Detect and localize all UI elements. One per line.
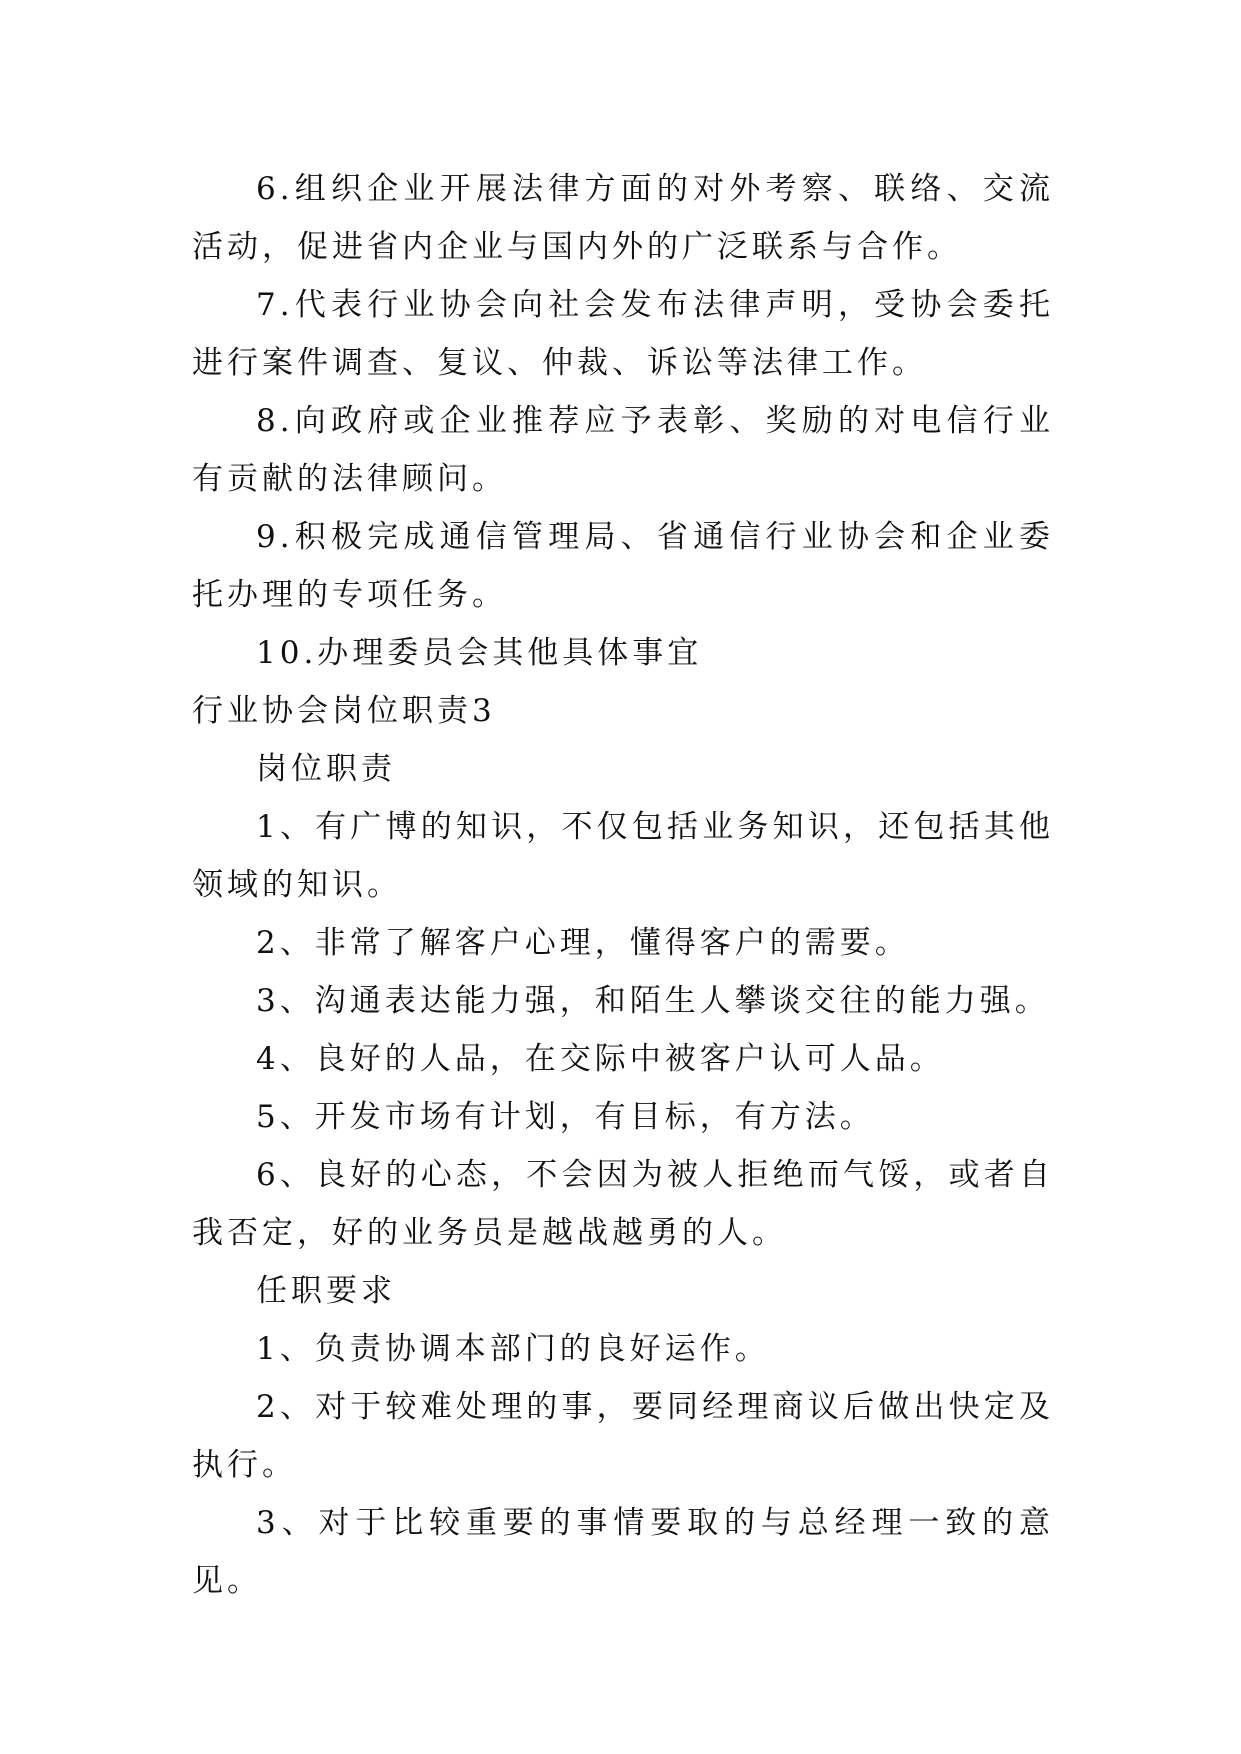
paragraph-item-7: 7.代表行业协会向社会发布法律声明，受协会委托进行案件调查、复议、仲裁、诉讼等法律工作。 [192, 287, 1054, 381]
paragraph-item-6: 6.组织企业开展法律方面的对外考察、联络、交流活动，促进省内企业与国内外的广泛联系与合作。 [192, 171, 1054, 265]
paragraph-item-10: 10.办理委员会其他具体事宜 [256, 635, 703, 671]
requirement-item-3: 3、对于比较重要的事情要取的与总经理一致的意见。 [192, 1505, 1054, 1599]
requirement-item-2: 2、对于较难处理的事，要同经理商议后做出快定及执行。 [192, 1389, 1054, 1483]
paragraph-item-8: 8.向政府或企业推荐应予表彰、奖励的对电信行业有贡献的法律顾问。 [192, 403, 1054, 497]
subheading-requirements: 任职要求 [256, 1273, 396, 1309]
duty-item-6: 6、良好的心态，不会因为被人拒绝而气馁，或者自我否定，好的业务员是越战越勇的人。 [192, 1157, 1054, 1251]
subheading-duties: 岗位职责 [256, 751, 396, 787]
requirement-item-1: 1、负责协调本部门的良好运作。 [256, 1331, 770, 1367]
duty-item-4: 4、良好的人品，在交际中被客户认可人品。 [256, 1041, 945, 1077]
document-body [192, 160, 1054, 1610]
duty-item-5: 5、开发市场有计划，有目标，有方法。 [256, 1099, 875, 1135]
paragraph-item-9: 9.积极完成通信管理局、省通信行业协会和企业委托办理的专项任务。 [192, 519, 1054, 613]
duty-item-1: 1、有广博的知识，不仅包括业务知识，还包括其他领域的知识。 [192, 809, 1054, 903]
duty-item-3: 3、沟通表达能力强，和陌生人攀谈交往的能力强。 [256, 983, 1050, 1019]
duty-item-2: 2、非常了解客户心理，懂得客户的需要。 [256, 925, 910, 961]
section-heading: 行业协会岗位职责3 [192, 693, 496, 729]
